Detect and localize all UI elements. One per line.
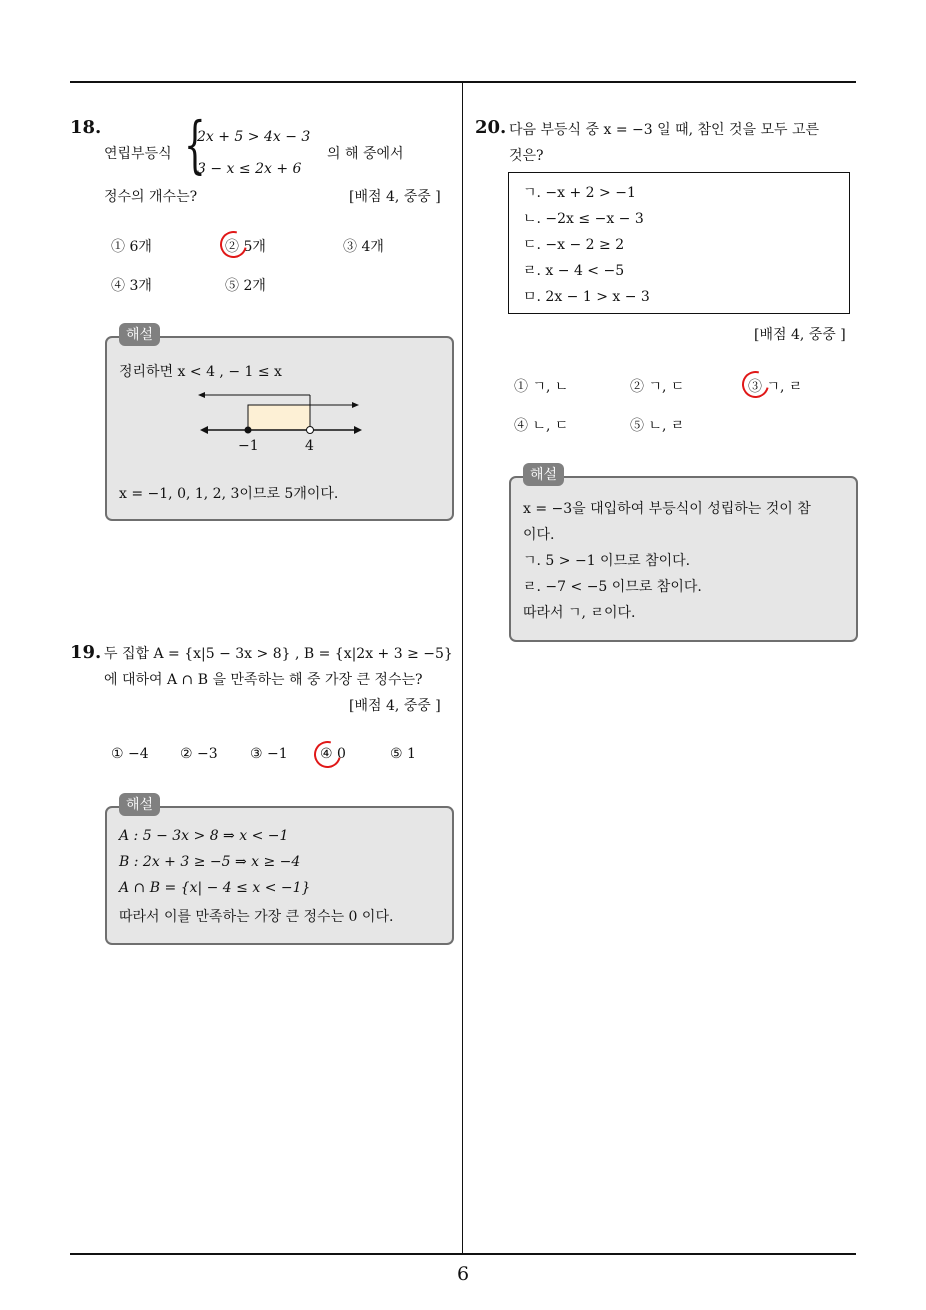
options-box: [508, 172, 850, 314]
score-label: [배점 4, 중중 ]: [349, 698, 441, 714]
solution-line: ㄹ. −7 < −5 이므로 참이다.: [523, 579, 702, 595]
tick-label-left: −1: [238, 438, 259, 454]
solution-line: x = −1, 0, 1, 2, 3이므로 5개이다.: [119, 486, 339, 502]
choice-2[interactable]: ② ㄱ, ㄷ: [630, 379, 685, 395]
choice-1[interactable]: ① −4: [111, 746, 149, 762]
ray-arrow-right: [352, 402, 359, 408]
ray-arrow-left: [198, 392, 205, 398]
option-item: ㄹ. x − 4 < −5: [523, 263, 625, 279]
answer-mark: [737, 366, 774, 403]
score-label: [배점 4, 중중 ]: [349, 189, 441, 205]
question-text: 두 집합 A = {x|5 − 3x > 8} , B = {x|2x + 3 ≥ −5}: [104, 646, 453, 662]
solution-line: 이다.: [523, 527, 555, 543]
inequality-2: 3 − x ≤ 2x + 6: [197, 161, 302, 177]
choice-3[interactable]: ③ 4개: [343, 239, 384, 255]
question-number: 20.: [475, 117, 507, 138]
solution-line: B : 2x + 3 ≥ −5 ⇒ x ≥ −4: [119, 854, 301, 870]
question-number: 19.: [70, 642, 102, 663]
solution-line: 따라서 ㄱ, ㄹ이다.: [523, 605, 636, 621]
column-divider: [462, 82, 463, 1254]
tick-label-right: 4: [305, 438, 314, 454]
choice-3[interactable]: ③ ㄱ, ㄹ: [748, 379, 803, 395]
choice-1[interactable]: ① 6개: [111, 239, 152, 255]
option-item: ㅁ. 2x − 1 > x − 3: [523, 289, 650, 305]
choice-2[interactable]: ② 5개: [225, 239, 266, 255]
question-text: 연립부등식: [104, 146, 172, 162]
solution-box: [105, 806, 454, 945]
question-text-suffix: 의 해 중에서: [327, 146, 404, 162]
answer-mark: [309, 736, 346, 773]
solution-line: A ∩ B = {x| − 4 ≤ x < −1}: [119, 880, 311, 896]
left-arrow: [200, 426, 208, 434]
solution-tab: 해설: [119, 323, 160, 346]
solution-tab: 해설: [523, 463, 564, 486]
open-point: [307, 427, 314, 434]
solution-tab: 해설: [119, 793, 160, 816]
question-text-line2: 것은?: [509, 148, 544, 164]
option-item: ㄱ. −x + 2 > −1: [523, 185, 636, 201]
choice-3[interactable]: ③ −1: [250, 746, 288, 762]
choice-5[interactable]: ⑤ 2개: [225, 278, 266, 294]
choice-4[interactable]: ④ 0: [320, 746, 346, 762]
solution-line: 정리하면 x < 4 , − 1 ≤ x: [119, 364, 282, 380]
solution-line: 따라서 이를 만족하는 가장 큰 정수는 0 이다.: [119, 909, 394, 925]
solution-box: [105, 336, 454, 521]
question-number: 18.: [70, 117, 102, 138]
choice-2[interactable]: ② −3: [180, 746, 218, 762]
question-text-line2: 정수의 개수는?: [104, 189, 198, 205]
closed-point: [245, 427, 252, 434]
choice-1[interactable]: ① ㄱ, ㄴ: [514, 379, 569, 395]
choice-4[interactable]: ④ ㄴ, ㄷ: [514, 418, 569, 434]
option-item: ㄷ. −x − 2 ≥ 2: [523, 237, 625, 253]
choice-5[interactable]: ⑤ ㄴ, ㄹ: [630, 418, 685, 434]
solution-box: [509, 476, 858, 642]
bottom-rule: [70, 1253, 856, 1255]
choice-5[interactable]: ⑤ 1: [390, 746, 416, 762]
score-label: [배점 4, 중중 ]: [754, 327, 846, 343]
answer-mark: [215, 226, 252, 263]
solution-line: x = −3을 대입하여 부등식이 성립하는 것이 참: [523, 501, 811, 517]
system-brace: {: [184, 108, 206, 181]
interval-region: [248, 405, 310, 430]
question-text: 다음 부등식 중 x = −3 일 때, 참인 것을 모두 고른: [509, 122, 820, 138]
solution-line: A : 5 − 3x > 8 ⇒ x < −1: [119, 828, 289, 844]
top-rule: [70, 81, 856, 83]
question-text-line2: 에 대하여 A ∩ B 을 만족하는 해 중 가장 큰 정수는?: [104, 672, 423, 688]
page-number: 6: [456, 1263, 470, 1285]
inequality-1: 2x + 5 > 4x − 3: [197, 129, 311, 145]
choice-4[interactable]: ④ 3개: [111, 278, 152, 294]
right-arrow: [354, 426, 362, 434]
option-item: ㄴ. −2x ≤ −x − 3: [523, 211, 644, 227]
solution-line: ㄱ. 5 > −1 이므로 참이다.: [523, 553, 691, 569]
